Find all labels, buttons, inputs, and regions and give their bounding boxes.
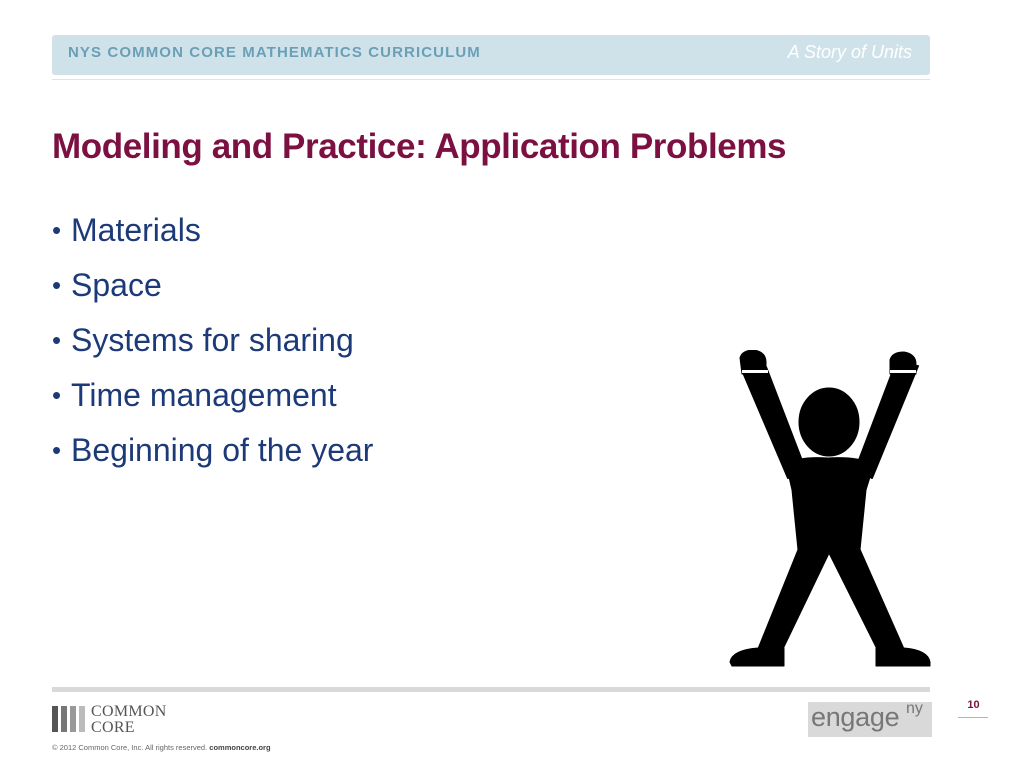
curriculum-title: NYS COMMON CORE MATHEMATICS CURRICULUM [68, 44, 481, 61]
bullet-dot-icon: • [52, 435, 62, 465]
bullet-text: Systems for sharing [71, 322, 354, 358]
header-divider [52, 79, 930, 80]
engage-wordmark: engage [811, 702, 900, 732]
copyright-notice [52, 743, 271, 752]
slide-title: Modeling and Practice: Application Problems [52, 127, 787, 166]
bullet-item [52, 206, 373, 261]
bullet-text: Time management [71, 377, 337, 413]
footer-divider [52, 687, 930, 692]
bullet-dot-icon: • [52, 325, 62, 355]
common-core-bars-icon [52, 706, 86, 732]
bullet-item [52, 371, 373, 426]
bullet-text: Space [71, 267, 162, 303]
common-core-logo [52, 704, 182, 734]
bullet-item [52, 426, 373, 481]
copyright-text: © 2012 Common Core, Inc. All rights reserved. [52, 743, 208, 752]
logo-line-2: CORE [91, 719, 135, 736]
bullet-item [52, 316, 373, 371]
bullet-dot-icon: • [52, 270, 62, 300]
bullet-item [52, 261, 373, 316]
copyright-link[interactable]: commoncore.org [209, 743, 271, 752]
bullet-dot-icon: • [52, 380, 62, 410]
logo-line-1: COMMON [91, 703, 167, 720]
bullet-text: Materials [71, 212, 201, 248]
engage-ny-superscript: ny [906, 700, 923, 717]
engage-ny-logo [808, 702, 932, 737]
page-number-underline [958, 717, 988, 718]
bullet-list [52, 206, 373, 481]
person-arms-raised-icon [728, 350, 933, 668]
page-number: 10 [967, 699, 980, 711]
bullet-dot-icon: • [52, 215, 62, 245]
common-core-wordmark [91, 704, 167, 736]
bullet-text: Beginning of the year [71, 432, 374, 468]
story-title: A Story of Units [787, 42, 912, 62]
